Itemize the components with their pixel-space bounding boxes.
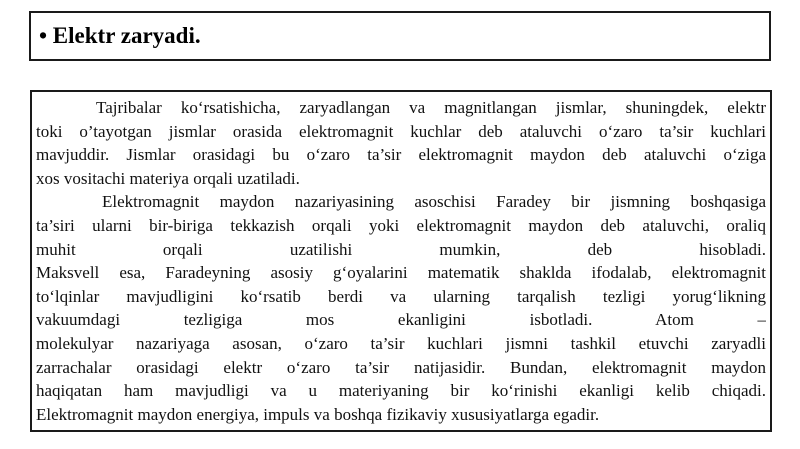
paragraph-line: ta’siri ularni bir-biriga tekkazish orqali yoki elektromagnit maydon deb ataluvchi, oraliq — [36, 215, 766, 235]
paragraph-line: mavjuddir. Jismlar orasidagi bu o‘zaro ta’sir elektromagnit maydon deb ataluvchi o‘ziga — [36, 145, 766, 165]
title-box — [29, 11, 771, 61]
paragraph-line: Elektromagnit maydon energiya, impuls va boshqa fizikaviy xususiyatlarga egadir. — [36, 404, 600, 424]
paragraph-line: Tajribalar ko‘rsatishicha, zaryadlangan va magnitlangan jismlar, shuningdek, elektr — [96, 98, 766, 117]
paragraph-line: Maksvell esa, Faradeyning asosiy g‘oyalarini matematik shaklda ifodalab, elektromagnit — [36, 263, 766, 283]
paragraph-line: vakuumdagi tezligiga mos ekanligini isbotladi. Atom – — [36, 310, 766, 330]
slide-title: • Elektr zaryadi. — [39, 23, 201, 48]
body-text-box — [30, 90, 772, 432]
paragraph-line: to‘lqinlar mavjudligini ko‘rsatib berdi va ularning tarqalish tezligi yorug‘likning — [36, 286, 766, 306]
paragraph-line: haqiqatan ham mavjudligi va u materiyaning bir ko‘rinishi ekanligi kelib chiqadi. — [36, 381, 766, 401]
paragraph-line: muhit orqali uzatilishi mumkin, deb hisobladi. — [36, 239, 766, 259]
paragraph-line: zarrachalar orasidagi elektr o‘zaro ta’sir natijasidir. Bundan, elektromagnit maydon — [36, 357, 766, 377]
paragraph-line: Elektromagnit maydon nazariyasining asoschisi Faradey bir jismning boshqasiga — [102, 192, 766, 212]
paragraph-line: molekulyar nazariyaga asosan, o‘zaro ta’sir kuchlari jismni tashkil etuvchi zaryadli — [36, 333, 766, 353]
paragraph-line: toki o’tayotgan jismlar orasida elektromagnit kuchlar deb ataluvchi o‘zaro ta’sir kuchlari — [36, 121, 766, 141]
paragraph-line: xos vositachi materiya orqali uzatiladi. — [36, 168, 300, 188]
